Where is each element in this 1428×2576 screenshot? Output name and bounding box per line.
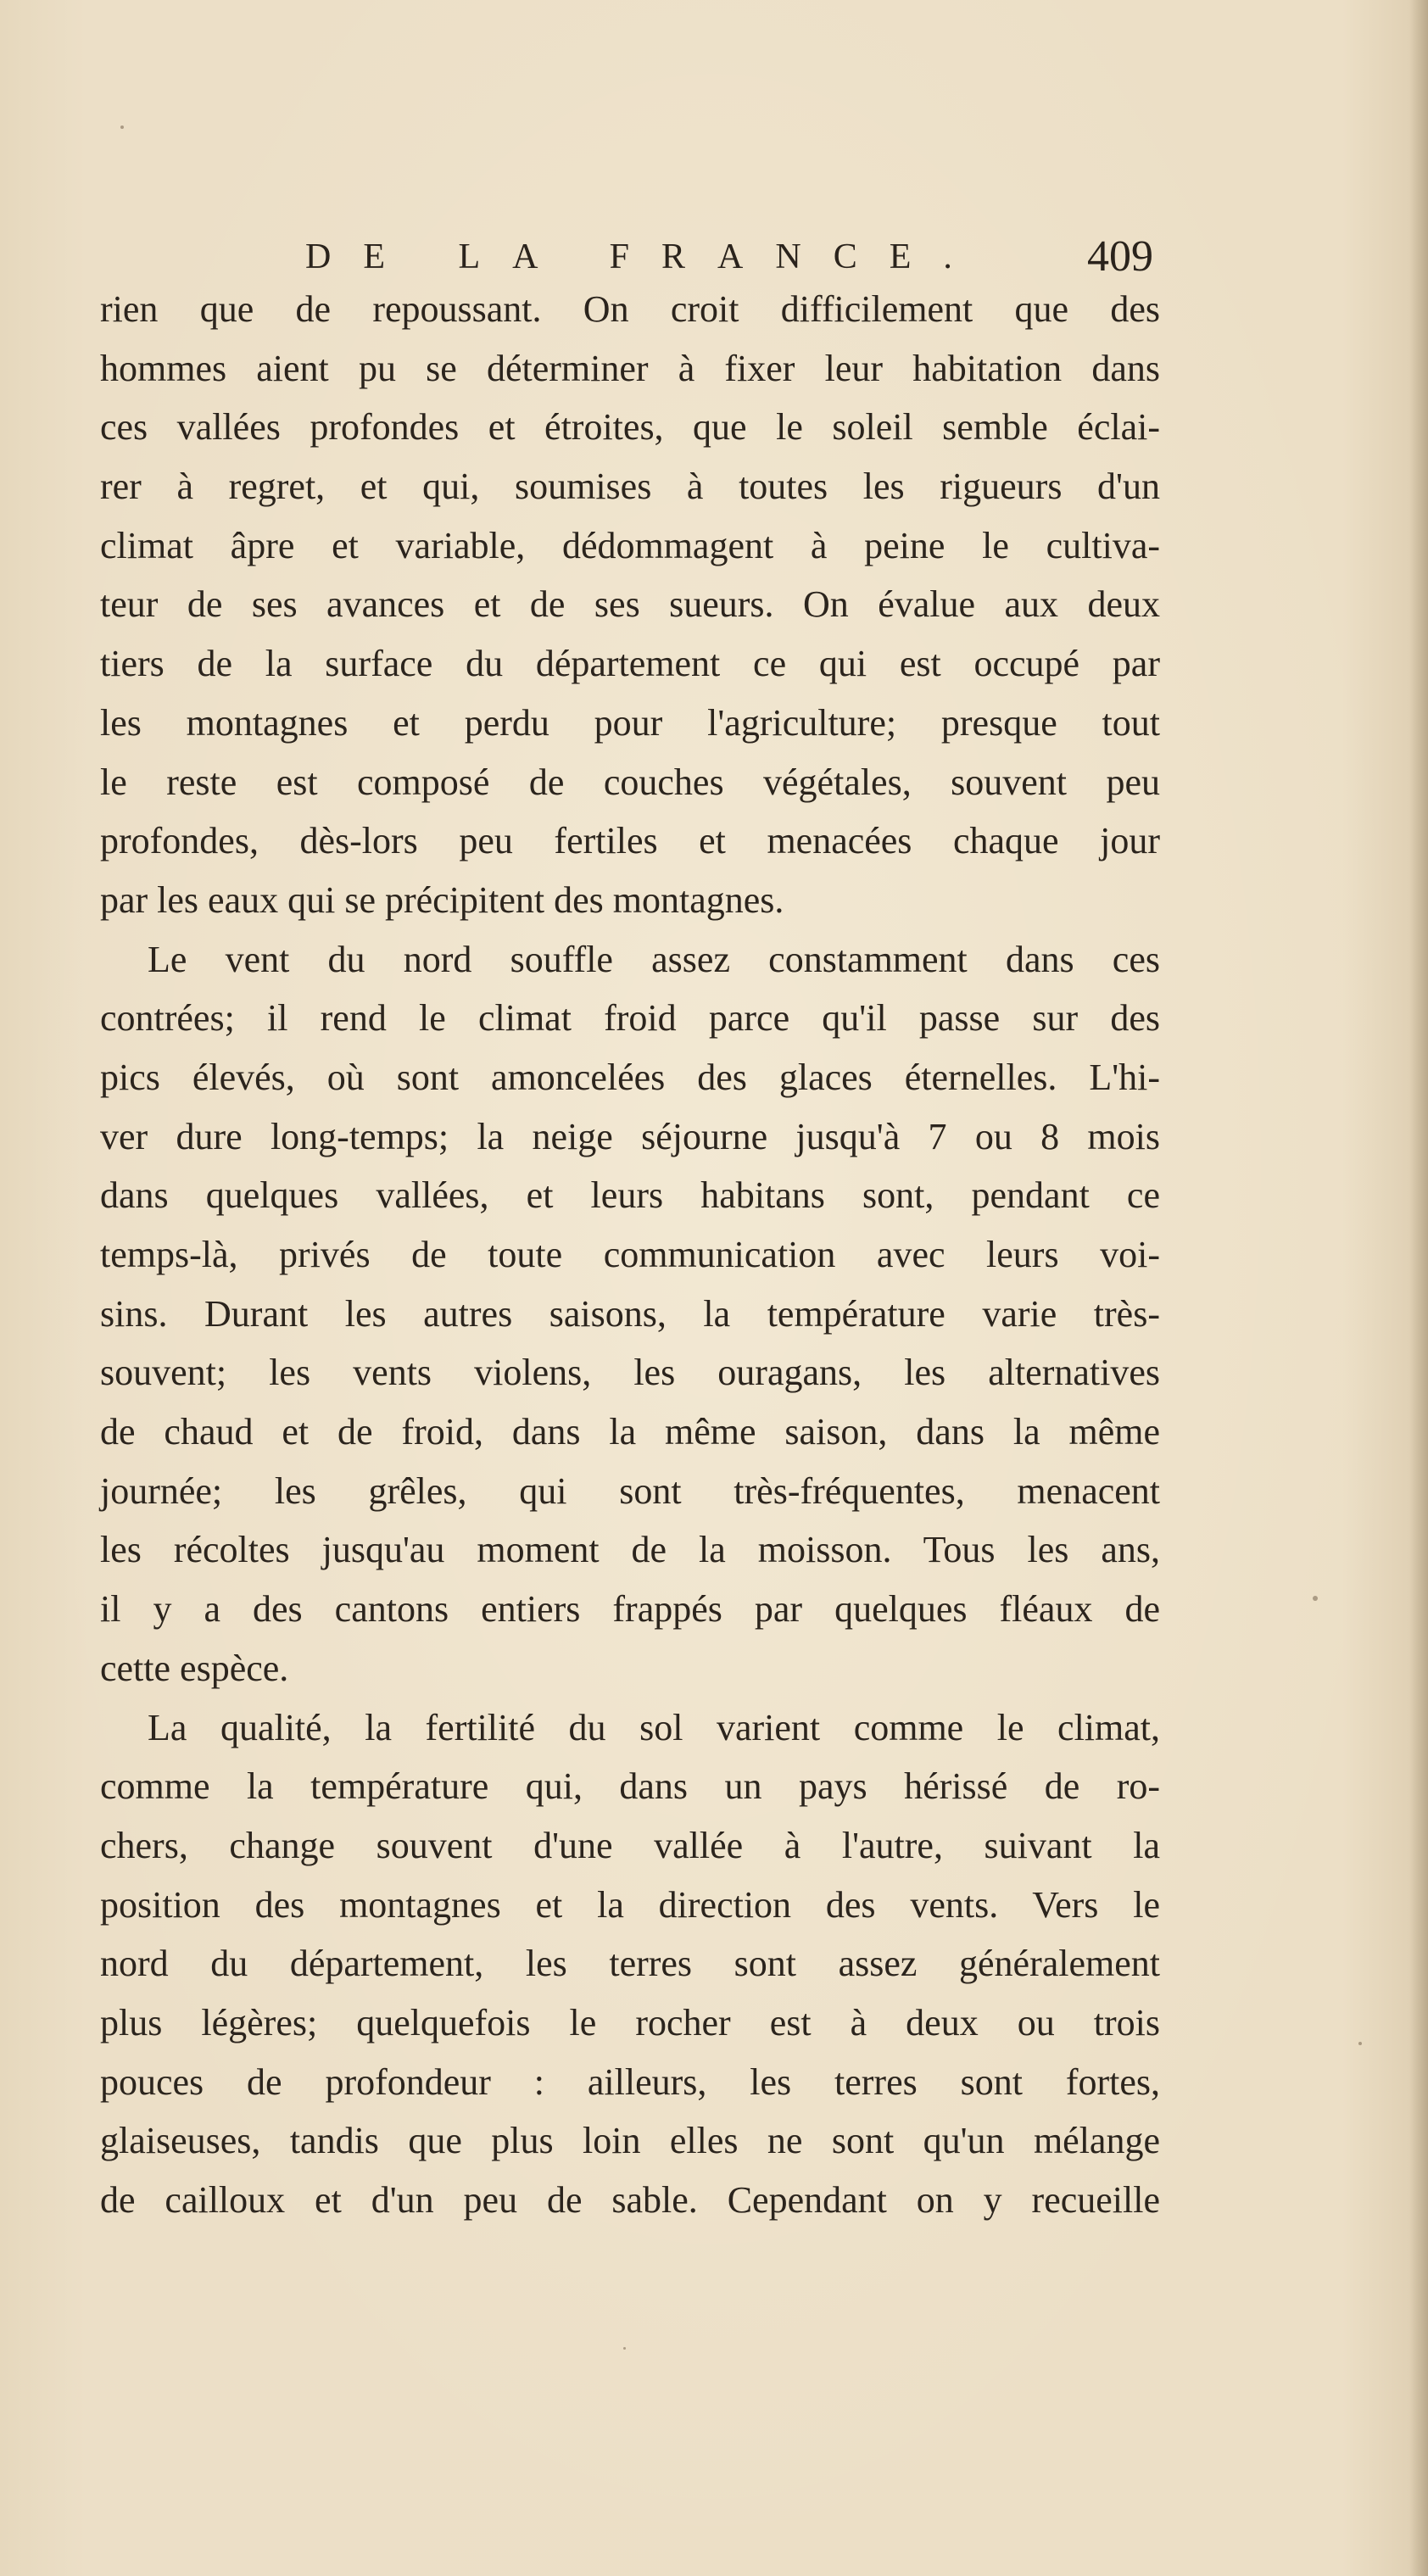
text-line: glaiseuses, tandis que plus loin elles ne sont qu'un mélange xyxy=(100,2120,1160,2162)
text-line: par les eaux qui se précipitent des montagnes. xyxy=(100,878,784,921)
text-line: position des montagnes et la direction des vents. Vers le xyxy=(100,1883,1160,1926)
running-head: DE LA FRANCE. xyxy=(305,237,985,276)
text-line: pics élevés, où sont amoncelées des glaces éternelles. L'hi- xyxy=(100,1056,1160,1098)
text-line: de cailloux et d'un peu de sable. Cependant on y recueille xyxy=(100,2179,1160,2221)
text-line: climat âpre et variable, dédommagent à peine le cultiva- xyxy=(100,524,1160,566)
text-line: plus légères; quelquefois le rocher est à deux ou trois xyxy=(100,2001,1160,2044)
paper-speck xyxy=(120,125,124,129)
body-text xyxy=(100,280,1160,2230)
text-line: souvent; les vents violens, les ouragans, les alternatives xyxy=(100,1352,1160,1394)
page-edge-shadow xyxy=(1409,0,1428,2576)
text-line: sins. Durant les autres saisons, la température varie très- xyxy=(100,1292,1160,1335)
text-line: chers, change souvent d'une vallée à l'autre, suivant la xyxy=(100,1824,1160,1866)
paper-speck xyxy=(623,2347,626,2350)
text-line: rer à regret, et qui, soumises à toutes les rigueurs d'un xyxy=(100,466,1160,508)
paper-speck xyxy=(1313,1596,1318,1601)
text-line: journée; les grêles, qui sont très-fréquentes, menacent xyxy=(100,1469,1160,1512)
text-line: comme la température qui, dans un pays hérissé de ro- xyxy=(100,1765,1160,1808)
page-number: 409 xyxy=(1087,232,1153,281)
text-line: rien que de repoussant. On croit difficilement que des xyxy=(100,288,1160,330)
text-line: les récoltes jusqu'au moment de la moisson. Tous les ans, xyxy=(100,1529,1160,1571)
text-line: Le vent du nord souffle assez constamment dans ces xyxy=(148,938,1160,980)
text-line: cette espèce. xyxy=(100,1647,289,1689)
text-line: nord du département, les terres sont assez généralement xyxy=(100,1943,1160,1985)
text-line: hommes aient pu se déterminer à fixer leur habitation dans xyxy=(100,347,1160,389)
text-line: de chaud et de froid, dans la même saison, dans la même xyxy=(100,1411,1160,1453)
text-line: La qualité, la fertilité du sol varient comme le climat, xyxy=(148,1706,1160,1748)
text-line: ver dure long-temps; la neige séjourne jusqu'à 7 ou 8 mois xyxy=(100,1115,1160,1157)
text-line: le reste est composé de couches végétales, souvent peu xyxy=(100,761,1160,803)
text-line: teur de ses avances et de ses sueurs. On évalue aux deux xyxy=(100,583,1160,626)
text-line: ces vallées profondes et étroites, que le soleil semble éclai- xyxy=(100,406,1160,449)
paper-speck xyxy=(1358,2042,1362,2045)
text-line: tiers de la surface du département ce qui est occupé par xyxy=(100,643,1160,685)
page-header xyxy=(305,227,1153,287)
text-line: temps-là, privés de toute communication avec leurs voi- xyxy=(100,1234,1160,1275)
text-line: profondes, dès-lors peu fertiles et menacées chaque jour xyxy=(100,820,1160,862)
text-line: il y a des cantons entiers frappés par quelques fléaux de xyxy=(100,1588,1160,1631)
text-line: pouces de profondeur : ailleurs, les terres sont fortes, xyxy=(100,2060,1160,2103)
text-line: dans quelques vallées, et leurs habitans sont, pendant ce xyxy=(100,1174,1160,1217)
text-line: contrées; il rend le climat froid parce qu'il passe sur des xyxy=(100,997,1160,1040)
text-line: les montagnes et perdu pour l'agriculture; presque tout xyxy=(100,701,1160,744)
